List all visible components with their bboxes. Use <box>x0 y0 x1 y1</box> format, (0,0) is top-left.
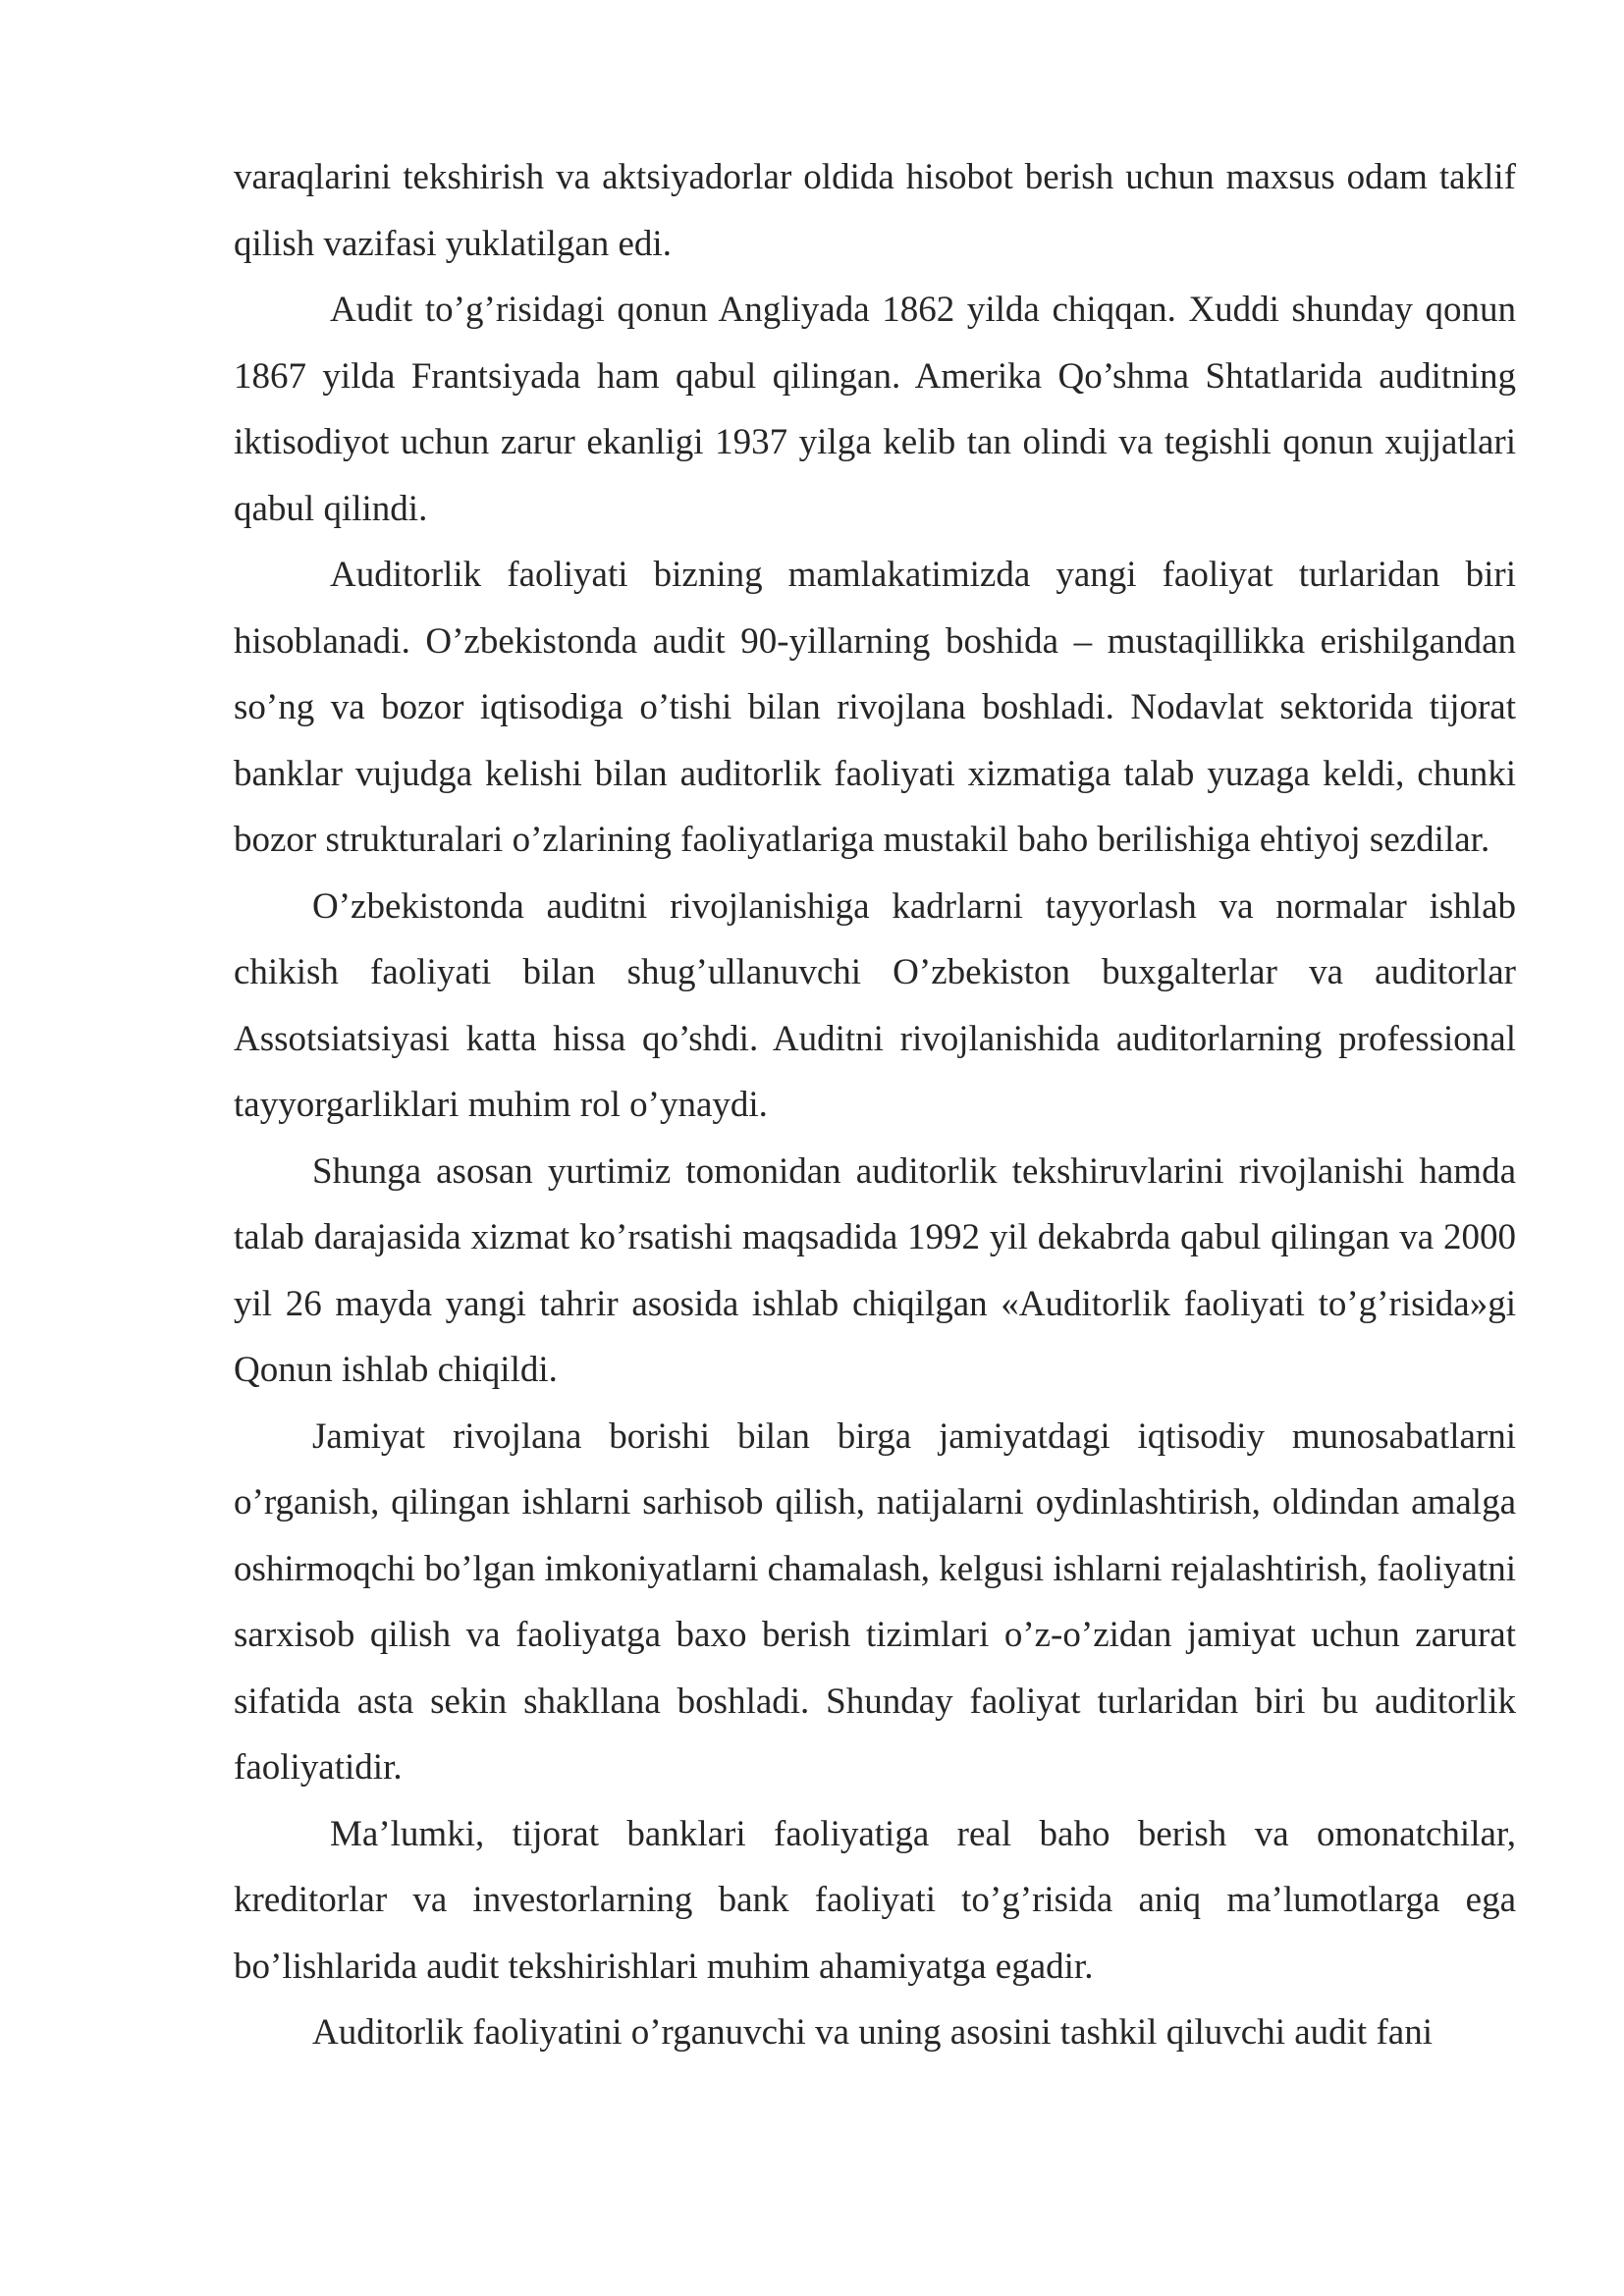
document-body <box>234 144 1516 2066</box>
paragraph-6: Jamiyat rivojlana borishi bilan birga jamiyatdagi iqtisodiy munosabatlarni o’rganish, qilingan ishlarni sarhisob qilish, natijalarni oydinlashtirish, oldindan amalga oshirmoqchi bo’lgan imkoniyatlarni chamalash, kelgusi ishlarni rejalashtirish, faoliyatni sarxisob qilish va faoliyatga baxo berish tizimlari o’z-o’zidan jamiyat uchun zarurat sifatida asta sekin shakllana boshladi. Shunday faoliyat turlaridan biri bu auditorlik faoliyatidir. <box>234 1415 1517 1788</box>
paragraph-8: Auditorlik faoliyatini o’rganuvchi va uning asosini tashkil qiluvchi audit fani <box>312 2012 1433 2053</box>
paragraph-4: O’zbekistonda auditni rivojlanishiga kadrlarni tayyorlash va normalar ishlab chikish faoliyati bilan shug’ullanuvchi O’zbekiston buxgalterlar va auditorlar Assotsiatsiyasi katta hissa qo’shdi. Auditni rivojlanishida auditorlarning professional tayyorgarliklari muhim rol o’ynaydi. <box>234 885 1516 1125</box>
paragraph-7: Ma’lumki, tijorat banklari faoliyatiga real baho berish va omonatchilar, kreditorlar va investorlarning bank faoliyati to’g’risida aniq ma’lumotlarga ega bo’lishlarida audit tekshirishlari muhim ahamiyatga egadir. <box>234 1813 1516 1987</box>
paragraph-2: Audit to’g’risidagi qonun Angliyada 1862 yilda chiqqan. Xuddi shunday qonun 1867 yilda Frantsiyada ham qabul qilingan. Amerika Qo’shma Shtatlarida auditning iktisodiyot uchun zarur ekanligi 1937 yilga kelib tan olindi va tegishli qonun xujjatlari qabul qilindi. <box>234 290 1516 529</box>
paragraph-1: varaqlarini tekshirish va aktsiyadorlar oldida hisobot berish uchun maxsus odam taklif qilish vazifasi yuklatilgan edi. <box>234 157 1516 264</box>
paragraph-5: Shunga asosan yurtimiz tomonidan auditorlik tekshiruvlarini rivojlanishi hamda talab darajasida xizmat ko’rsatishi maqsadida 1992 yil dekabrda qabul qilingan va 2000 yil 26 mayda yangi tahrir asosida ishlab chiqilgan «Auditorlik faoliyati to’g’risida»gi Qonun ishlab chiqildi. <box>234 1150 1516 1390</box>
paragraph-3: Auditorlik faoliyati bizning mamlakatimizda yangi faoliyat turlaridan biri hisoblanadi. O’zbekistonda audit 90-yillarning boshida – mustaqillikka erishilgandan so’ng va bozor iqtisodiga o’tishi bilan rivojlana boshladi. Nodavlat sektorida tijorat banklar vujudga kelishi bilan auditorlik faoliyati xizmatiga talab yuzaga keldi, chunki bozor strukturalari o’zlarining faoliyatlariga mustakil baho berilishiga ehtiyoj sezdilar. <box>234 555 1516 860</box>
